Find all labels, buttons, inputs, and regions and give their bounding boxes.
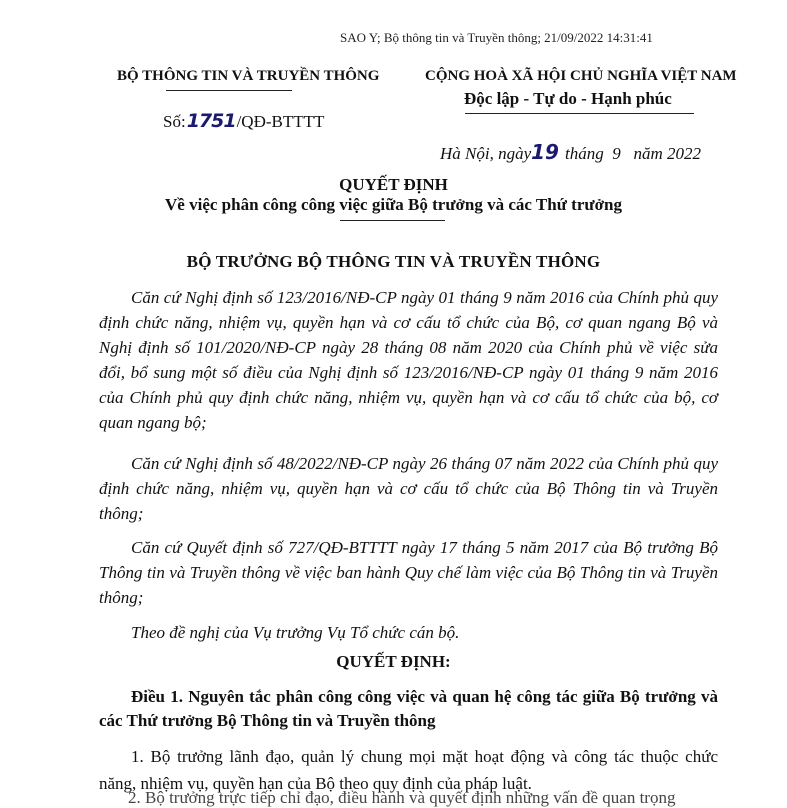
country-name: CỘNG HOÀ XÃ HỘI CHỦ NGHĨA VIỆT NAM [425, 68, 737, 84]
month-year: tháng 9 năm 2022 [564, 144, 701, 163]
issuing-authority: BỘ TRƯỞNG BỘ THÔNG TIN VÀ TRUYỀN THÔNG [186, 252, 601, 271]
decision-heading: QUYẾT ĐỊNH: [336, 652, 451, 671]
document-subtitle: Về việc phân công công việc giữa Bộ trưởng và các Thứ trưởng [165, 195, 622, 214]
day-handwritten: 19 [531, 140, 559, 164]
agency-underline [166, 90, 292, 91]
doc-number-suffix: /QĐ-BTTTT [236, 112, 325, 131]
article-1-clause-1: 1. Bộ trưởng lãnh đạo, quản lý chung mọi mặt hoạt động và công tác thuộc chức năng, nhiệm vụ, quyền hạn của Bộ theo quy định của pháp luật. [99, 747, 718, 793]
document-title: QUYẾT ĐỊNH [339, 175, 448, 194]
legal-ground-1: Căn cứ Nghị định số 123/2016/NĐ-CP ngày 01 tháng 9 năm 2016 của Chính phủ quy định chức năng, nhiệm vụ, quyền hạn và cơ cấu tổ chức của Bộ, cơ quan ngang Bộ và Nghị định số 101/2020/NĐ-CP ngày 28 tháng 08 năm 2020 của Chính phủ về việc sửa đổi, bổ sung một số điều của Nghị định số 123/2016/NĐ-CP ngày 01 tháng 9 năm 2016 của Chính phủ quy định chức năng, nhiệm vụ, quyền hạn và cơ cấu tổ chức của bộ, cơ quan ngang bộ; [99, 288, 718, 432]
cutoff-line-text: 2. Bộ trưởng trực tiếp chỉ đạo, điều hành và quyết định những vấn đề quan trọng [128, 788, 676, 807]
place-date [440, 140, 701, 164]
doc-number-prefix: Số: [163, 112, 186, 131]
legal-ground-2: Căn cứ Nghị định số 48/2022/NĐ-CP ngày 26 tháng 07 năm 2022 của Chính phủ quy định chức năng, nhiệm vụ, quyền hạn và cơ cấu tổ chức của Bộ Thông tin và Truyền thông; [99, 454, 718, 523]
place-prefix: Hà Nội, ngày [440, 144, 532, 163]
issuing-agency: BỘ THÔNG TIN VÀ TRUYỀN THÔNG [117, 68, 380, 84]
legal-ground-4: Theo đề nghị của Vụ trưởng Vụ Tổ chức cán bộ. [131, 623, 460, 642]
subtitle-underline [340, 220, 445, 221]
motto-underline [465, 113, 694, 114]
copy-stamp: SAO Y; Bộ thông tin và Truyền thông; 21/09/2022 14:31:41 [340, 30, 653, 45]
document-number [163, 110, 324, 132]
article-1-title: Điều 1. Nguyên tắc phân công công việc và quan hệ công tác giữa Bộ trưởng và các Thứ trưởng Bộ Thông tin và Truyền thông [99, 687, 718, 730]
cutoff-next-line [128, 788, 688, 807]
legal-ground-3: Căn cứ Quyết định số 727/QĐ-BTTTT ngày 17 tháng 5 năm 2017 của Bộ trưởng Bộ Thông tin và Truyền thông về việc ban hành Quy chế làm việc của Bộ Thông tin và Truyền thông; [99, 538, 718, 607]
national-motto: Độc lập - Tự do - Hạnh phúc [464, 89, 672, 108]
doc-number-handwritten: 1751 [186, 110, 236, 132]
